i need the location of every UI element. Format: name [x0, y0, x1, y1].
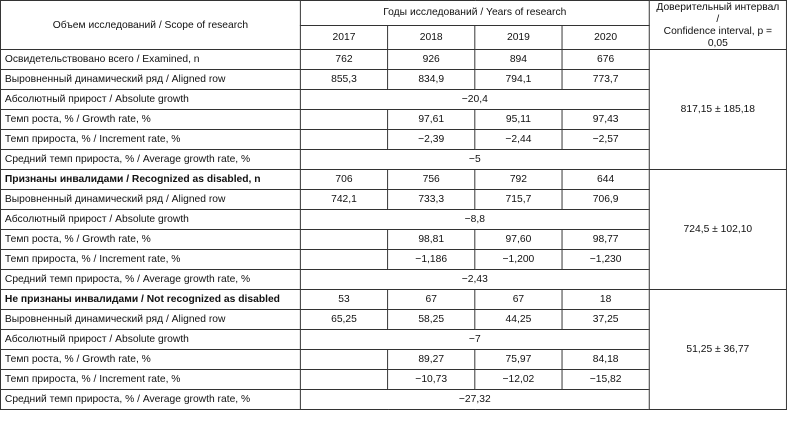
- row-label: Выровненный динамический ряд / Aligned row: [0, 190, 300, 210]
- value-cell: 676: [562, 50, 649, 70]
- row-label: Абсолютный прирост / Absolute growth: [0, 210, 300, 230]
- value-cell: −1,230: [562, 250, 649, 270]
- confidence-interval-cell: 51,25 ± 36,77: [649, 290, 786, 410]
- merged-value-cell: −2,43: [300, 270, 649, 290]
- value-cell: 756: [388, 170, 475, 190]
- value-cell: 53: [300, 290, 387, 310]
- row-label: Темп прироста, % / Increment rate, %: [0, 130, 300, 150]
- value-cell: [300, 370, 387, 390]
- row-label: Темп роста, % / Growth rate, %: [0, 350, 300, 370]
- table-row: [0, 50, 786, 70]
- ci-header-line1: Доверительный интервал /: [656, 1, 780, 25]
- table-body: [0, 50, 786, 410]
- ci-header-line2: Confidence interval, p = 0,05: [663, 25, 773, 49]
- value-cell: 75,97: [475, 350, 562, 370]
- ci-header: [649, 1, 786, 50]
- table-row: [0, 290, 786, 310]
- value-cell: 89,27: [388, 350, 475, 370]
- value-cell: 742,1: [300, 190, 387, 210]
- row-label: Абсолютный прирост / Absolute growth: [0, 330, 300, 350]
- value-cell: −15,82: [562, 370, 649, 390]
- value-cell: 706: [300, 170, 387, 190]
- value-cell: 894: [475, 50, 562, 70]
- table-row: [0, 170, 786, 190]
- value-cell: −10,73: [388, 370, 475, 390]
- row-label: Средний темп прироста, % / Average growth rate, %: [0, 150, 300, 170]
- value-cell: 18: [562, 290, 649, 310]
- row-label: Не признаны инвалидами / Not recognized as disabled: [0, 290, 300, 310]
- row-label: Темп роста, % / Growth rate, %: [0, 110, 300, 130]
- value-cell: −2,39: [388, 130, 475, 150]
- year-header: 2020: [562, 25, 649, 50]
- value-cell: −12,02: [475, 370, 562, 390]
- value-cell: 855,3: [300, 70, 387, 90]
- year-header: 2017: [300, 25, 387, 50]
- value-cell: 97,60: [475, 230, 562, 250]
- merged-value-cell: −8,8: [300, 210, 649, 230]
- value-cell: 644: [562, 170, 649, 190]
- value-cell: [300, 250, 387, 270]
- row-label: Темп прироста, % / Increment rate, %: [0, 370, 300, 390]
- value-cell: 762: [300, 50, 387, 70]
- value-cell: −1,200: [475, 250, 562, 270]
- row-label: Темп роста, % / Growth rate, %: [0, 230, 300, 250]
- row-label: Выровненный динамический ряд / Aligned row: [0, 70, 300, 90]
- merged-value-cell: −5: [300, 150, 649, 170]
- value-cell: [300, 230, 387, 250]
- value-cell: 97,43: [562, 110, 649, 130]
- confidence-interval-cell: 724,5 ± 102,10: [649, 170, 786, 290]
- merged-value-cell: −27,32: [300, 390, 649, 410]
- years-header: Годы исследований / Years of research: [300, 1, 649, 26]
- value-cell: −2,57: [562, 130, 649, 150]
- row-label: Освидетельствовано всего / Examined, n: [0, 50, 300, 70]
- row-label: Средний темп прироста, % / Average growth rate, %: [0, 390, 300, 410]
- value-cell: 67: [475, 290, 562, 310]
- header-row-1: [0, 1, 786, 26]
- value-cell: 37,25: [562, 310, 649, 330]
- value-cell: −2,44: [475, 130, 562, 150]
- year-header: 2019: [475, 25, 562, 50]
- value-cell: 715,7: [475, 190, 562, 210]
- year-header: 2018: [388, 25, 475, 50]
- value-cell: [300, 110, 387, 130]
- value-cell: [300, 350, 387, 370]
- value-cell: 84,18: [562, 350, 649, 370]
- value-cell: 58,25: [388, 310, 475, 330]
- value-cell: 97,61: [388, 110, 475, 130]
- value-cell: 44,25: [475, 310, 562, 330]
- value-cell: [300, 130, 387, 150]
- merged-value-cell: −7: [300, 330, 649, 350]
- value-cell: 95,11: [475, 110, 562, 130]
- value-cell: 706,9: [562, 190, 649, 210]
- value-cell: 733,3: [388, 190, 475, 210]
- value-cell: 834,9: [388, 70, 475, 90]
- value-cell: −1,186: [388, 250, 475, 270]
- value-cell: 926: [388, 50, 475, 70]
- row-label: Выровненный динамический ряд / Aligned row: [0, 310, 300, 330]
- value-cell: 98,81: [388, 230, 475, 250]
- scope-header: Объем исследований / Scope of research: [0, 1, 300, 50]
- row-label: Темп прироста, % / Increment rate, %: [0, 250, 300, 270]
- value-cell: 794,1: [475, 70, 562, 90]
- value-cell: 773,7: [562, 70, 649, 90]
- merged-value-cell: −20,4: [300, 90, 649, 110]
- value-cell: 98,77: [562, 230, 649, 250]
- row-label: Средний темп прироста, % / Average growth rate, %: [0, 270, 300, 290]
- row-label: Абсолютный прирост / Absolute growth: [0, 90, 300, 110]
- row-label: Признаны инвалидами / Recognized as disabled, n: [0, 170, 300, 190]
- value-cell: 792: [475, 170, 562, 190]
- confidence-interval-cell: 817,15 ± 185,18: [649, 50, 786, 170]
- value-cell: 65,25: [300, 310, 387, 330]
- value-cell: 67: [388, 290, 475, 310]
